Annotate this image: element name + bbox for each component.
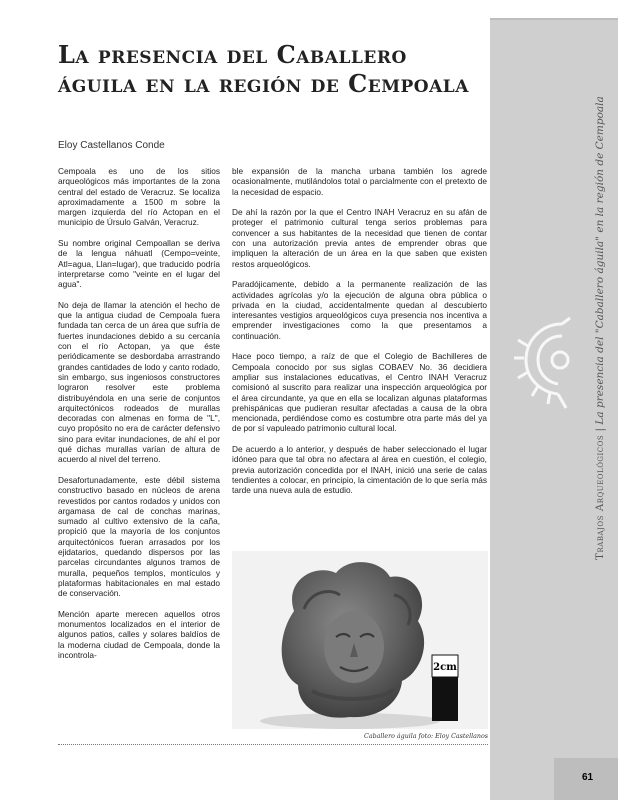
photo-caption: Caballero águila foto: Eloy Castellanos xyxy=(364,733,488,740)
scale-label: 2cm xyxy=(433,662,457,673)
paragraph: De ahí la razón por la que el Centro INAH Veracruz en su afán de proteger el patrimonio cultural tenga serios problemas para convencer a sus habitantes de la necesidad que tienen de contar con una autorización previa antes de emprender obras que impliquen la alteración de un área en la que saben que existen restos arqueológicos. xyxy=(232,207,487,269)
paragraph: Su nombre original Cempoallan se deriva de la lengua náhuatl (Cempo=veinte, Atl=agua, Llan=lugar), que traducido podría interpretarse como "veinte en el lugar del agua". xyxy=(58,238,220,290)
paragraph: No deja de llamar la atención el hecho de que la antigua ciudad de Cempoala fuera fundada tan cerca de un área que sufría de fuertes inundaciones debido a su cercanía con el río Actopan, ya que éste periódicamente se desbordaba arrastrando grandes cantidades de lodo y canto rodado, sin embargo, sus ingeniosos constructores lograron resolver este problema distribuyéndola en una serie de conjuntos arquitectónicos rodeados de murallas decoradas con almenas en forma de "L", cuyo propósito no era de carácter defensivo sino para evitar inundaciones, de ahí el por qué dichas murallas varían de altura de acuerdo al nivel del terreno. xyxy=(58,299,220,465)
paragraph: Desafortunadamente, este débil sistema constructivo basado en núcleos de arena revestidos por cantos rodados y unidos con argamasa de cal de conchas marinas, sumado al cultivo extensivo de la caña, propició que la mayoría de los conjuntos arquitectónicos fueran arrasados por los ejidatarios, quedando dispersos por las parcelas circundantes algunos tramos de muralla, pequeños templos, montículos y plataformas habitacionales en mal estado de conservación. xyxy=(58,474,220,599)
right-column xyxy=(232,166,487,506)
author-name: Eloy Castellanos Conde xyxy=(58,140,165,151)
ornament-watermark-icon xyxy=(512,316,612,416)
paragraph: Cempoala es uno de los sitios arqueológicos más importantes de la zona central del estado de Veracruz. Se localiza aproximadamente a 1500 m sobre la margen izquierda del río Actopan en el municipio de Úrsulo Galván, Veracruz. xyxy=(58,166,220,228)
sculpture-photo xyxy=(232,551,488,729)
left-column xyxy=(58,166,220,671)
page-number: 61 xyxy=(582,772,594,783)
paragraph: Mención aparte merecen aquellos otros monumentos localizados en el interior de algunos patios, calles y solares baldíos de la moderna ciudad de Cempoala, donde la incontrola- xyxy=(58,608,220,660)
paragraph: De acuerdo a lo anterior, y después de haber seleccionado el lugar idóneo para que tal obra no afectara al área en cuestión, el colegio, previa autorización concedida por el INAH, inició una serie de calas tendientes a colocar, en principio, la cimentación de lo que sería más tarde una nueva aula de estudio. xyxy=(232,444,487,496)
running-head-title: La presencia del "Caballero águila" en la región de Cempoala xyxy=(594,96,606,425)
article-title: La presencia del Caballero águila en la región de Cempoala xyxy=(58,40,469,98)
paragraph: ble expansión de la mancha urbana también los agrede ocasionalmente, mutilándolos total o parcialmente con el pretexto de la necesidad de espacio. xyxy=(232,166,487,197)
side-band-divider xyxy=(490,18,618,20)
side-band-top xyxy=(490,0,618,18)
paragraph: Hace poco tiempo, a raíz de que el Colegio de Bachilleres de Cempoala conocido por sus siglas COBAEV No. 36 decidiera ampliar sus instalaciones educativas, el Centro INAH Veracruz comisionó al suscrito para realizar una inspección arqueológica por el área circundante, ya que en ella se localizan algunas plataformas prehispánicas que pudieran resultar afectadas a causa de la obra mencionada, perdiéndose como es costumbre otra parte más del ya de por sí vapuleado patrimonio cultural local. xyxy=(232,351,487,434)
running-head-section: Trabajos Arqueológicos xyxy=(594,434,606,560)
paragraph: Paradójicamente, debido a la permanente realización de las actividades agrícolas y/o la ejecución de alguna obra pública o privada en la ciudad, accidentalmente quedan al descubierto interesantes vestigios arqueológicos cuya presencia nos incentiva a emprender investigaciones como la que presentamos a continuación. xyxy=(232,279,487,341)
running-head-separator: | xyxy=(594,424,606,435)
footer-rule xyxy=(58,744,488,745)
